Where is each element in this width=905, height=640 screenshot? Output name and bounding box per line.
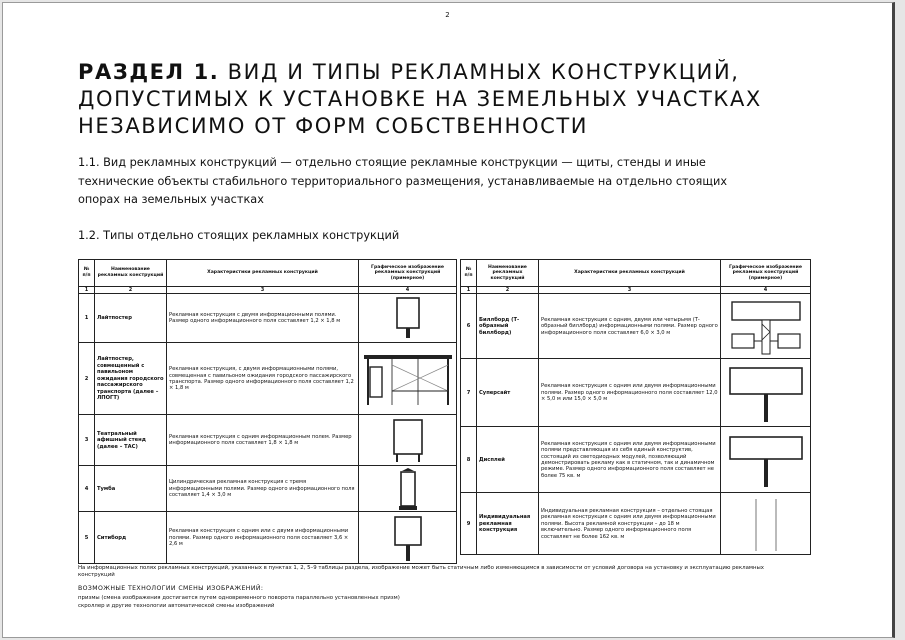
row-description: Рекламная конструкция, с двумя информационными полями, совмещенная с павильоном ожидания городского пассажирского транспорта. Размер одного информационного поля составляет 1,2 × 1,8 м [167, 343, 359, 415]
table-row [461, 359, 811, 427]
table-row [79, 415, 457, 466]
col-number: 1 [461, 287, 477, 294]
title-line-2: ДОПУСТИМЫХ К УСТАНОВКЕ НА ЗЕМЕЛЬНЫХ УЧАСТКАХ [78, 87, 762, 111]
row-name: Театральный афишный стенд (далее – ТАС) [95, 415, 167, 466]
row-description: Рекламная конструкция с одним информационным полем. Размер информационного поля составляет 1,8 × 1,8 м [167, 415, 359, 466]
header-name: Наименование рекламных конструкций [477, 260, 539, 287]
header-name: Наименование рекламных конструкций [95, 260, 167, 287]
col-number: 3 [167, 287, 359, 294]
header-characteristics: Характеристики рекламных конструкций [167, 260, 359, 287]
row-name: Ситиборд [95, 512, 167, 564]
row-description: Рекламная конструкция с двумя информационными полями. Размер одного информационного поля составляет 1,2 × 1,8 м [167, 294, 359, 343]
header-characteristics: Характеристики рекламных конструкций [539, 260, 721, 287]
row-description: Рекламная конструкция с одним, двумя или четырьмя (Т-образный биллборд) информационными полями. Размер одного информационного поля составляет 6,0 × 3,0 м [539, 294, 721, 359]
header-number: № п/п [79, 260, 95, 287]
row-name: Биллборд (Т-образный биллборд) [477, 294, 539, 359]
row-name: Тумба [95, 466, 167, 512]
table-subtitle: 1.2. Типы отдельно стоящих рекламных конструкций [78, 229, 400, 242]
row-name: Индивидуальная рекламная конструкция [477, 493, 539, 555]
row-number: 8 [461, 427, 477, 493]
table-row [461, 427, 811, 493]
row-number: 9 [461, 493, 477, 555]
para-line-3: опорах на земельных участках [78, 193, 264, 206]
col-number: 2 [477, 287, 539, 294]
theatre-stand-icon [359, 415, 457, 466]
technologies-heading: ВОЗМОЖНЫЕ ТЕХНОЛОГИИ СМЕНЫ ИЗОБРАЖЕНИЙ: [78, 585, 264, 592]
lightposter-icon [359, 294, 457, 343]
column-icon [359, 466, 457, 512]
para-line-2: технические объекты стабильного территориального размещения, устанавливаемые на отдельно стоящих [78, 174, 728, 188]
table-row [79, 466, 457, 512]
row-description: Рекламная конструкция с одним или двумя информационными полями представляющая из себя единый конструктив, состоящий из светодиодных модулей, позволяющий демонстрировать рекламу как в статичном, так и динамичном режиме. Размер одного информационного поля составляет не более 75 кв. м [539, 427, 721, 493]
section-number: РАЗДЕЛ 1. [78, 60, 220, 84]
row-number: 5 [79, 512, 95, 564]
billboard-icon [721, 294, 811, 359]
row-description: Цилиндрическая рекламная конструкция с тремя информационными полями. Размер одного информационного поля составляет 1,4 × 3,0 м [167, 466, 359, 512]
row-number: 6 [461, 294, 477, 359]
row-name: Лайтпостер, совмещенный с павильоном ожидания городского пассажирского транспорта (далее – ЛПОГТ) [95, 343, 167, 415]
individual-icon [721, 493, 811, 555]
col-number: 3 [539, 287, 721, 294]
row-number: 1 [79, 294, 95, 343]
row-number: 3 [79, 415, 95, 466]
section-title [78, 59, 858, 140]
row-number: 7 [461, 359, 477, 427]
row-description: Индивидуальная рекламная конструкция – отдельно стоящая рекламная конструкция с одним или двумя информационными полями. Высота рекламной конструкции – до 18 м включительно. Размер одного информационного поля составляет не более 162 кв. м [539, 493, 721, 555]
col-number: 4 [359, 287, 457, 294]
footnote: На информационных полях рекламных конструкций, указанных в пунктах 1, 2, 5–9 таблицы раздела, изображение может быть статичным либо изменяющимся в зависимости от условий договора на установку и эксплуатацию рекламных конструкций [78, 565, 764, 578]
supersite-icon [721, 359, 811, 427]
row-number: 2 [79, 343, 95, 415]
page-number: 2 [445, 11, 450, 19]
col-number: 1 [79, 287, 95, 294]
header-number: № п/п [461, 260, 477, 287]
technology-item: призмы (смена изображения достигается путем одновременного поворота параллельно установленных призм) [78, 595, 400, 601]
table-row [79, 512, 457, 564]
display-icon [721, 427, 811, 493]
row-name: Дисплей [477, 427, 539, 493]
title-line-3: НЕЗАВИСИМО ОТ ФОРМ СОБСТВЕННОСТИ [78, 114, 589, 138]
col-number: 4 [721, 287, 811, 294]
table-row [461, 493, 811, 555]
bus-shelter-icon [359, 343, 457, 415]
technology-item: скроллер и другие технологии автоматической смены изображений [78, 603, 275, 609]
header-image: Графическое изображение рекламных конструкций (примерное) [721, 260, 811, 287]
cityboard-icon [359, 512, 457, 564]
row-description: Рекламная конструкция с одним или двумя информационными полями. Размер одного информационного поля составляет 12,0 × 5,0 м или 15,0 × 5,0 м [539, 359, 721, 427]
row-name: Лайтпостер [95, 294, 167, 343]
document-page [2, 2, 895, 638]
table-row [79, 343, 457, 415]
table-row [79, 294, 457, 343]
constructions-table-right [460, 259, 811, 555]
para-line-1: 1.1. Вид рекламных конструкций — отдельно стоящие рекламные конструкции — щиты, стенды и иные [78, 156, 706, 169]
header-image: Графическое изображение рекламных конструкций (примерное) [359, 260, 457, 287]
table-row [461, 294, 811, 359]
constructions-table-left [78, 259, 457, 564]
row-number: 4 [79, 466, 95, 512]
intro-paragraph [78, 154, 758, 210]
col-number: 2 [95, 287, 167, 294]
row-description: Рекламная конструкция с одним или с двумя информационными полями. Размер одного информационного поля составляет 3,6 × 2,6 м [167, 512, 359, 564]
row-name: Суперсайт [477, 359, 539, 427]
title-line-1: ВИД И ТИПЫ РЕКЛАМНЫХ КОНСТРУКЦИЙ, [227, 60, 740, 84]
